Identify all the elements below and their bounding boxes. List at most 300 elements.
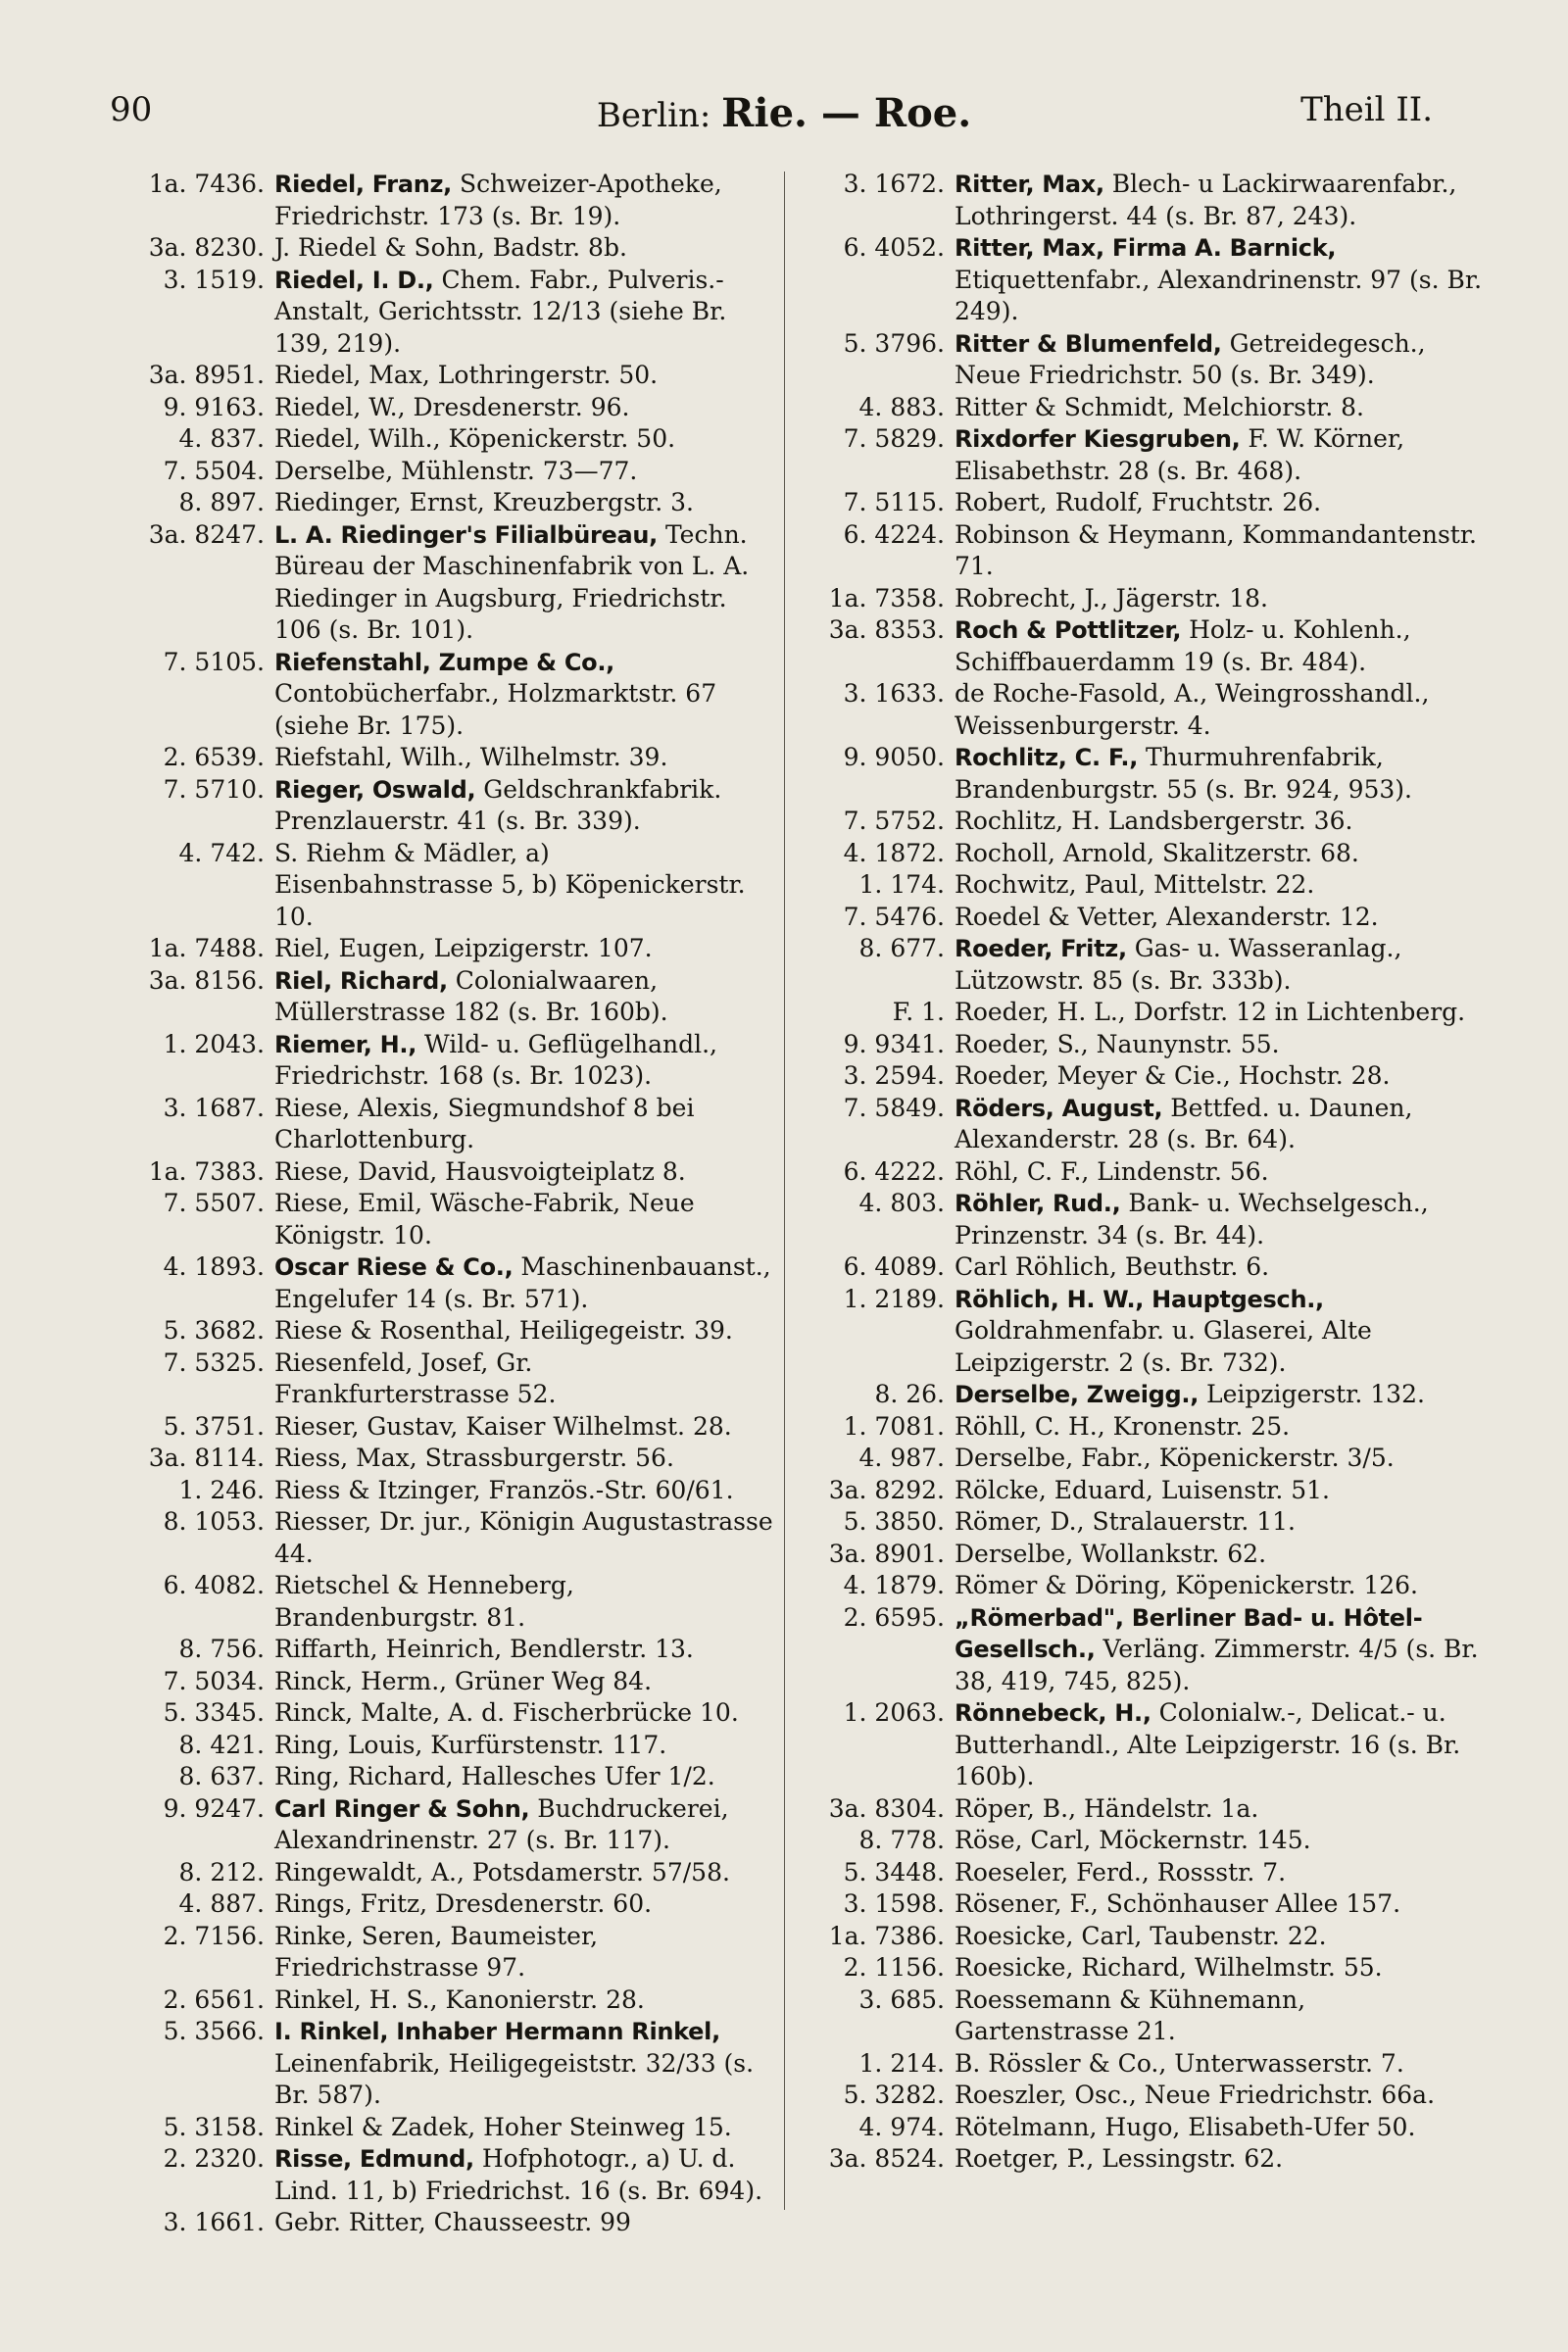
phone-number: 1. 214. <box>858 2048 945 2078</box>
entry-details: Leinenfabrik, Heiligegeiststr. 32/33 (s. Br. 587). <box>274 2048 755 2109</box>
directory-entry <box>116 232 774 265</box>
directory-entry <box>796 806 1482 838</box>
entry-name: Rixdorfer Kiesgruben, <box>955 425 1241 453</box>
phone-number: 1a. 7358. <box>828 583 945 612</box>
phone-number: 5. 3796. <box>843 328 945 358</box>
directory-entry <box>116 1093 774 1156</box>
entry-details: Rinck, Herm., Grüner Weg 84. <box>274 1666 653 1695</box>
directory-entry <box>116 1761 774 1793</box>
entry-name: Ritter, Max, Firma A. Barnick, <box>955 234 1337 262</box>
directory-entry <box>116 2207 774 2239</box>
section-label: Theil II. <box>1300 90 1433 129</box>
directory-entry <box>796 423 1482 487</box>
entry-text <box>955 2112 1482 2144</box>
entry-details: Etiquettenfabr., Alexandrinenstr. 97 (s. Br. 249). <box>955 265 1483 325</box>
entry-details: Riese, Emil, Wäsche-Fabrik, Neue Königstr. 10. <box>274 1189 695 1250</box>
phone-number: 8. 637. <box>178 1762 265 1790</box>
entry-text <box>274 1888 774 1921</box>
phone-number: 2. 1156. <box>843 1953 945 1982</box>
entry-details: Robert, Rudolf, Fruchtstr. 26. <box>955 488 1322 516</box>
title-range: Rie. — Roe. <box>721 90 972 136</box>
directory-entry <box>796 1602 1482 1698</box>
entry-text <box>955 232 1482 328</box>
directory-entry <box>116 774 774 838</box>
entry-text <box>955 169 1482 232</box>
entry-name: Röhler, Rud., <box>955 1190 1121 1217</box>
phone-number: 6. 4089. <box>843 1252 945 1281</box>
directory-entry <box>116 742 774 774</box>
directory-entry <box>116 1666 774 1698</box>
entry-text <box>274 742 774 774</box>
entry-name: „Römerbad", Berliner Bad- u. Hôtel-Gesellsch., <box>955 1603 1423 1663</box>
entry-details: Rietschel & Henneberg, Brandenburgstr. 81. <box>274 1571 574 1632</box>
entry-details: Röhl, C. F., Lindenstr. 56. <box>955 1156 1269 1186</box>
entry-text <box>274 1666 774 1698</box>
entry-name: Rönnebeck, H., <box>955 1699 1152 1727</box>
phone-number: 7. 5325. <box>163 1348 265 1377</box>
entry-text <box>955 423 1482 487</box>
entry-details: Maschinenbauanst., Engelufer 14 (s. Br. 571). <box>274 1252 771 1313</box>
phone-number: 9. 9247. <box>163 1793 265 1823</box>
entry-details: Riess & Itzinger, Französ.-Str. 60/61. <box>274 1475 734 1504</box>
directory-entry <box>116 965 774 1029</box>
directory-entry <box>116 1475 774 1507</box>
directory-entry <box>796 1029 1482 1061</box>
directory-entry <box>796 1093 1482 1156</box>
phone-number: 3a. 8951. <box>148 361 265 389</box>
entry-text <box>274 1093 774 1156</box>
phone-number: 4. 974. <box>858 2112 945 2141</box>
entry-details: Bank- u. Wechselgesch., Prinzenstr. 34 (s. Br. 44). <box>955 1189 1429 1250</box>
directory-entry <box>116 1411 774 1444</box>
entry-name: Riedel, Franz, <box>274 171 453 198</box>
entry-text <box>274 487 774 519</box>
entry-text <box>274 1251 774 1315</box>
entry-name: Röders, August, <box>955 1094 1163 1122</box>
entry-details: Römer & Döring, Köpenickerstr. 126. <box>955 1571 1418 1599</box>
directory-entry <box>116 1348 774 1411</box>
phone-number: 9. 9341. <box>843 1029 945 1058</box>
entry-details: Robinson & Heymann, Kommandantenstr. 71. <box>955 519 1477 580</box>
phone-number: 5. 3850. <box>843 1507 945 1536</box>
entry-text <box>274 774 774 838</box>
entry-text <box>955 614 1482 678</box>
phone-number: 2. 7156. <box>163 1921 265 1950</box>
directory-entry <box>796 1060 1482 1093</box>
directory-entry <box>116 1984 774 2017</box>
phone-number: 2. 6561. <box>163 1984 265 2014</box>
directory-entry <box>796 1284 1482 1380</box>
phone-number: 1. 246. <box>178 1475 265 1504</box>
entry-details: Roesicke, Richard, Wilhelmstr. 55. <box>955 1953 1383 1982</box>
entry-details: Holz- u. Kohlenh., Schiffbauerdamm 19 (s. Br. 484). <box>955 615 1411 676</box>
entry-text <box>955 2080 1482 2112</box>
entry-details: Ring, Louis, Kurfürstenstr. 117. <box>274 1730 667 1759</box>
phone-number: 5. 3448. <box>843 1857 945 1886</box>
entry-details: Hofphotogr., a) U. d. Lind. 11, b) Friedrichst. 16 (s. Br. 694). <box>274 2144 763 2205</box>
directory-entry <box>796 1156 1482 1189</box>
directory-entry <box>796 583 1482 615</box>
directory-entry <box>796 1411 1482 1444</box>
entry-details: Ritter & Schmidt, Melchiorstr. 8. <box>955 392 1364 421</box>
phone-number: 7. 5476. <box>843 902 945 931</box>
phone-number: 4. 887. <box>178 1889 265 1918</box>
page-header <box>0 90 1568 141</box>
entry-name: Rochlitz, C. F., <box>955 744 1139 771</box>
phone-number: 8. 26. <box>874 1380 945 1408</box>
entry-name: I. Rinkel, Inhaber Hermann Rinkel, <box>274 2018 720 2045</box>
entry-text <box>274 456 774 488</box>
directory-entry <box>116 1888 774 1921</box>
phone-number: 8. 677. <box>858 934 945 962</box>
phone-number: 1. 174. <box>858 870 945 899</box>
entry-name: Roeder, Fritz, <box>955 935 1127 962</box>
directory-entry <box>116 647 774 743</box>
entry-details: Geldschrankfabrik. Prenzlauerstr. 41 (s. Br. 339). <box>274 774 722 835</box>
entry-details: Schweizer-Apotheke, Friedrichstr. 173 (s. Br. 19). <box>274 170 722 230</box>
phone-number: 5. 3751. <box>163 1411 265 1441</box>
directory-entry <box>116 392 774 424</box>
phone-number: 3a. 8524. <box>828 2144 945 2173</box>
phone-number: 1. 2063. <box>843 1698 945 1727</box>
entry-text <box>955 2048 1482 2081</box>
entry-text <box>274 2143 774 2207</box>
phone-number: 3a. 8156. <box>148 965 265 995</box>
column-divider <box>784 172 785 2210</box>
directory-entry <box>116 1921 774 1984</box>
directory-entry <box>796 169 1482 232</box>
entry-text <box>955 1506 1482 1539</box>
entry-text <box>955 1825 1482 1857</box>
entry-text <box>274 423 774 456</box>
directory-entry <box>796 1793 1482 1826</box>
entry-text <box>274 838 774 934</box>
entry-text <box>955 583 1482 615</box>
entry-name: Riemer, H., <box>274 1030 417 1058</box>
directory-entry <box>796 678 1482 742</box>
entry-details: Roeder, S., Naunynstr. 55. <box>955 1029 1280 1058</box>
entry-text <box>274 265 774 361</box>
entry-details: Rölcke, Eduard, Luisenstr. 51. <box>955 1475 1330 1504</box>
phone-number: 4. 803. <box>858 1189 945 1217</box>
phone-number: 9. 9050. <box>843 743 945 771</box>
entry-details: Riese & Rosenthal, Heiligegeistr. 39. <box>274 1316 733 1345</box>
phone-number: 2. 2320. <box>163 2144 265 2173</box>
directory-entry <box>796 232 1482 328</box>
entry-text <box>955 838 1482 870</box>
directory-entry <box>796 2143 1482 2176</box>
phone-number: 3a. 8304. <box>828 1793 945 1823</box>
entry-text <box>955 678 1482 742</box>
entry-text <box>274 965 774 1029</box>
entry-name: Riel, Richard, <box>274 966 448 995</box>
directory-entry <box>116 1315 774 1348</box>
phone-number: 3a. 8353. <box>828 615 945 644</box>
directory-entry <box>796 838 1482 870</box>
entry-details: Gebr. Ritter, Chausseestr. 99 <box>274 2208 631 2236</box>
entry-details: Rinke, Seren, Baumeister, Friedrichstrasse 97. <box>274 1921 599 1982</box>
entry-text <box>274 1348 774 1411</box>
entry-text <box>955 1793 1482 1826</box>
phone-number: 3a. 8247. <box>148 519 265 549</box>
directory-entry <box>116 1251 774 1315</box>
entry-text <box>274 1506 774 1570</box>
entry-text <box>274 1315 774 1348</box>
entry-text <box>955 1952 1482 1984</box>
entry-text <box>274 1443 774 1475</box>
phone-number: 3. 2594. <box>843 1061 945 1090</box>
entry-details: Roeder, Meyer & Cie., Hochstr. 28. <box>955 1061 1391 1090</box>
phone-number: 7. 5115. <box>843 488 945 516</box>
entry-text <box>955 742 1482 806</box>
directory-entry <box>116 265 774 361</box>
entry-text <box>955 1857 1482 1889</box>
phone-number: 6. 4224. <box>843 519 945 549</box>
entry-details: Bettfed. u. Daunen, Alexanderstr. 28 (s. Br. 64). <box>955 1093 1413 1153</box>
phone-number: 7. 5752. <box>843 807 945 835</box>
phone-number: 8. 1053. <box>163 1507 265 1536</box>
entry-text <box>955 1188 1482 1251</box>
phone-number: 8. 778. <box>858 1826 945 1854</box>
entry-details: Verläng. Zimmerstr. 4/5 (s. Br. 38, 419, 745, 825). <box>955 1635 1479 1695</box>
entry-text <box>955 519 1482 583</box>
entry-details: Blech- u Lackirwaarenfabr., Lothringerst. 44 (s. Br. 87, 243). <box>955 170 1457 230</box>
phone-number: 4. 1879. <box>843 1571 945 1599</box>
directory-entry <box>796 1251 1482 1284</box>
phone-number: 1a. 7436. <box>148 170 265 198</box>
entry-text <box>274 360 774 392</box>
directory-entry <box>796 997 1482 1029</box>
entry-details: Rösener, F., Schönhauser Allee 157. <box>955 1889 1401 1918</box>
entry-text <box>274 1761 774 1793</box>
directory-entry <box>796 1857 1482 1889</box>
entry-text <box>955 902 1482 934</box>
entry-details: Roetger, P., Lessingstr. 62. <box>955 2144 1284 2173</box>
phone-number: 5. 3158. <box>163 2112 265 2141</box>
directory-entry <box>796 519 1482 583</box>
directory-entry <box>796 869 1482 902</box>
directory-entry <box>116 487 774 519</box>
phone-number: 1a. 7383. <box>148 1156 265 1186</box>
phone-number: 4. 987. <box>858 1444 945 1472</box>
entry-details: Riffarth, Heinrich, Bendlerstr. 13. <box>274 1635 694 1663</box>
entry-text <box>274 519 774 647</box>
phone-number: 8. 421. <box>178 1730 265 1759</box>
entry-details: Roeseler, Ferd., Rossstr. 7. <box>955 1857 1287 1886</box>
entry-text <box>955 2143 1482 2176</box>
directory-entry <box>796 1188 1482 1251</box>
entry-text <box>955 1984 1482 2048</box>
directory-entry <box>116 1570 774 1634</box>
phone-number: 3a. 8114. <box>148 1444 265 1472</box>
phone-number: 4. 837. <box>178 424 265 453</box>
entry-details: Riel, Eugen, Leipzigerstr. 107. <box>274 934 653 962</box>
phone-number: 7. 5849. <box>843 1093 945 1122</box>
entry-name: Oscar Riese & Co., <box>274 1253 514 1281</box>
entry-name: Riefenstahl, Zumpe & Co., <box>274 648 614 676</box>
phone-number: 4. 742. <box>178 838 265 867</box>
entry-text <box>955 1602 1482 1698</box>
entry-details: Riefstahl, Wilh., Wilhelmstr. 39. <box>274 743 668 771</box>
entry-details: Riesenfeld, Josef, Gr. Frankfurterstrasse 52. <box>274 1348 557 1408</box>
directory-entry <box>116 456 774 488</box>
directory-entry <box>116 1793 774 1857</box>
entry-text <box>955 1475 1482 1507</box>
directory-entry <box>796 1379 1482 1411</box>
phone-number: 3a. 8292. <box>828 1475 945 1504</box>
entry-text <box>955 1251 1482 1284</box>
entry-name: Derselbe, Zweigg., <box>955 1381 1200 1408</box>
phone-number: 3a. 8230. <box>148 233 265 262</box>
phone-number: 6. 4082. <box>163 1571 265 1599</box>
entry-text <box>955 1539 1482 1571</box>
entry-text <box>274 1156 774 1189</box>
directory-entry <box>796 1443 1482 1475</box>
entry-details: Riese, Alexis, Siegmundshof 8 bei Charlottenburg. <box>274 1093 695 1153</box>
phone-number: 3. 685. <box>858 1984 945 2014</box>
entry-details: S. Riehm & Mädler, a) Eisenbahnstrasse 5, b) Köpenickerstr. 10. <box>274 838 746 931</box>
entry-details: Riedel, W., Dresdenerstr. 96. <box>274 392 630 421</box>
directory-entry <box>796 2080 1482 2112</box>
entry-text <box>274 1411 774 1444</box>
entry-text <box>955 1060 1482 1093</box>
entry-text <box>955 1156 1482 1189</box>
directory-entry <box>796 2112 1482 2144</box>
phone-number: 6. 4052. <box>843 233 945 262</box>
directory-entry <box>796 1952 1482 1984</box>
phone-number: 5. 3682. <box>163 1316 265 1345</box>
entry-details: Derselbe, Mühlenstr. 73—77. <box>274 456 638 485</box>
directory-entry <box>796 1570 1482 1602</box>
entry-details: Ringewaldt, A., Potsdamerstr. 57/58. <box>274 1857 730 1886</box>
entry-details: J. Riedel & Sohn, Badstr. 8b. <box>274 233 627 262</box>
entry-text <box>274 1634 774 1666</box>
directory-entry <box>796 1921 1482 1953</box>
directory-entry <box>796 2048 1482 2081</box>
entry-text <box>274 169 774 232</box>
directory-entry <box>796 1475 1482 1507</box>
directory-entry <box>116 423 774 456</box>
directory-entry <box>116 1029 774 1093</box>
directory-entry <box>116 519 774 647</box>
directory-entry <box>116 838 774 934</box>
entry-name: Röhlich, H. W., Hauptgesch., <box>955 1285 1324 1313</box>
entry-text <box>274 1188 774 1251</box>
entry-text <box>274 232 774 265</box>
entry-details: Goldrahmenfabr. u. Glaserei, Alte Leipzigerstr. 2 (s. Br. 732). <box>955 1316 1372 1377</box>
entry-details: Robrecht, J., Jägerstr. 18. <box>955 583 1268 612</box>
entry-text <box>274 1730 774 1762</box>
entry-name: Ritter & Blumenfeld, <box>955 329 1222 358</box>
phone-number: 7. 5710. <box>163 774 265 804</box>
entry-text <box>955 1379 1482 1411</box>
entry-details: Gas- u. Wasseranlag., Lützowstr. 85 (s. Br. 333b). <box>955 934 1402 995</box>
phone-number: 7. 5504. <box>163 456 265 485</box>
directory-entry <box>796 742 1482 806</box>
entry-text <box>955 997 1482 1029</box>
entry-details: Chem. Fabr., Pulveris.-Anstalt, Gerichtsstr. 12/13 (siehe Br. 139, 219). <box>274 265 727 358</box>
phone-number: 1. 7081. <box>843 1411 945 1441</box>
entry-name: Risse, Edmund, <box>274 2145 474 2173</box>
entry-text <box>955 328 1482 392</box>
entry-details: Rochwitz, Paul, Mittelstr. 22. <box>955 870 1315 899</box>
entry-text <box>274 2016 774 2112</box>
directory-entry <box>116 1506 774 1570</box>
entry-details: Roeszler, Osc., Neue Friedrichstr. 66a. <box>955 2081 1436 2109</box>
directory-entry <box>796 1888 1482 1921</box>
entry-text <box>274 1570 774 1634</box>
entry-details: Riedinger, Ernst, Kreuzbergstr. 3. <box>274 488 694 516</box>
entry-details: Colonialwaaren, Müllerstrasse 182 (s. Br. 160b). <box>274 965 668 1026</box>
entry-text <box>955 1284 1482 1380</box>
entry-details: Roesicke, Carl, Taubenstr. 22. <box>955 1921 1327 1950</box>
phone-number: 1. 2189. <box>843 1284 945 1313</box>
directory-entry <box>116 933 774 965</box>
entry-details: Roessemann & Kühnemann, Gartenstrasse 21. <box>955 1984 1306 2045</box>
entry-details: Thurmuhrenfabrik, Brandenburgstr. 55 (s. Br. 924, 953). <box>955 743 1412 804</box>
phone-number: 3. 1633. <box>843 679 945 708</box>
entry-text <box>955 1570 1482 1602</box>
directory-entry <box>116 1857 774 1889</box>
directory-entry <box>116 1156 774 1189</box>
entry-text <box>274 1984 774 2017</box>
entry-details: Colonialw.-, Delicat.- u. Butterhandl., Alte Leipzigerstr. 16 (s. Br. 160b). <box>955 1698 1461 1790</box>
directory-entry <box>116 2016 774 2112</box>
phone-number: 7. 5034. <box>163 1666 265 1695</box>
directory-entry <box>796 1825 1482 1857</box>
title-prefix: Berlin: <box>596 96 722 135</box>
entry-name: Roch & Pottlitzer, <box>955 616 1182 644</box>
entry-details: F. W. Körner, Elisabethstr. 28 (s. Br. 468). <box>955 424 1405 485</box>
entry-text <box>274 933 774 965</box>
phone-number: 3. 1598. <box>843 1889 945 1918</box>
entry-details: Riedel, Max, Lothringerstr. 50. <box>274 361 659 389</box>
entry-text <box>274 1921 774 1984</box>
entry-details: Getreidegesch., Neue Friedrichstr. 50 (s. Br. 349). <box>955 328 1426 389</box>
directory-entry <box>796 1539 1482 1571</box>
directory-entry <box>116 360 774 392</box>
entry-name: Carl Ringer & Sohn, <box>274 1794 530 1823</box>
entry-details: Rochlitz, H. Landsbergerstr. 36. <box>955 807 1353 835</box>
entry-details: Derselbe, Wollankstr. 62. <box>955 1539 1267 1568</box>
directory-entry <box>796 328 1482 392</box>
phone-number: 3. 1519. <box>163 265 265 294</box>
directory-entry <box>796 1506 1482 1539</box>
directory-entry <box>116 1443 774 1475</box>
entry-text <box>955 1888 1482 1921</box>
entry-details: Techn. Büreau der Maschinenfabrik von L. A. Riedinger in Augsburg, Friedrichstr. 106 (s. Br. 101). <box>274 519 750 644</box>
entry-text <box>955 1697 1482 1793</box>
entry-text <box>955 933 1482 997</box>
entry-details: Röse, Carl, Möckernstr. 145. <box>955 1826 1311 1854</box>
phone-number: 3. 1672. <box>843 170 945 198</box>
entry-text <box>274 2207 774 2239</box>
phone-number: 1a. 7488. <box>148 934 265 962</box>
entry-text <box>955 1921 1482 1953</box>
directory-entry <box>116 1697 774 1730</box>
directory-entry <box>116 2112 774 2144</box>
entry-details: Riess, Max, Strassburgerstr. 56. <box>274 1444 674 1472</box>
entry-details: Ring, Richard, Hallesches Ufer 1/2. <box>274 1762 715 1790</box>
entry-text <box>274 1475 774 1507</box>
phone-number: 7. 5507. <box>163 1189 265 1217</box>
left-column <box>116 169 774 2239</box>
entry-details: Rinkel & Zadek, Hoher Steinweg 15. <box>274 2112 732 2141</box>
entry-text <box>274 1697 774 1730</box>
entry-text <box>955 1029 1482 1061</box>
phone-number: 4. 1893. <box>163 1252 265 1281</box>
entry-text <box>274 1029 774 1093</box>
